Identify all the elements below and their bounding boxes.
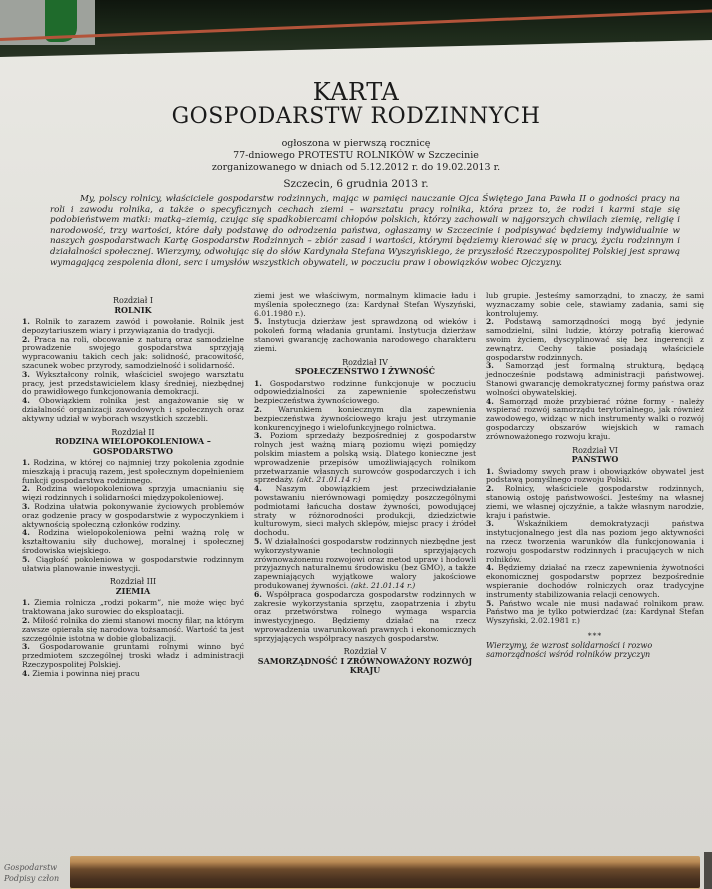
footer-signatures bbox=[4, 862, 59, 884]
chapter-4-number: Rozdział IV bbox=[342, 357, 388, 367]
list-item: 2. Praca na roli, obcowanie z naturą oraz samodzielne prowadzenie swojego gospodarstwa sprzyjają wypracowaniu takich cech jak: solidność, pracowitość, szacunek wobec przyrody, samodzielność i solidarność. bbox=[22, 334, 244, 370]
column-3 bbox=[486, 292, 704, 660]
intro-text: My, polscy rolnicy, właściciele gospodarstw rodzinnych, mając w pamięci nauczanie Ojca Świętego Jana Pawła II o godności pracy na roli i zawodu rolnika, a także o specyficznych cechach ziemi – warsztatu pracy rolnika, która przez to, że rodzi i karmi staje się podobieństwem matki: matką–ziemią, czując się spadkobiercami chłopów polskich, którzy zachowali w najgorszych chwilach ziemię, religię i narodowość, trzy wartości, które dały podstawę do odrodzenia państwa, ogłaszamy w Szczecinie i podpisywać będziemy indywidualnie w naszych gospodarstwach Kartę Gospodarstw Rodzinnych – zbiór zasad i wartości, którymi będziemy kierować się w pracy, życiu rodzinnym i działalności społecznej. Wierzymy, odwołując się do słów Kardynała Stefana Wyszyńskiego, że przyszłość Rzeczypospolitej Polskiej jest sprawą wymagającą zespolenia dłoni, serc i umysłów wszystkich obywateli, w poczuciu praw i obowiązków wobec Ojczyzny. bbox=[50, 194, 680, 268]
list-item: 2. Miłość rolnika do ziemi stanowi mocny filar, na którym zawsze opierała się narodowa tożsamość. Wartość ta jest szczególnie istotna w dobie globalizacji. bbox=[22, 616, 244, 643]
list-item: 1. Rodzina, w której co najmniej trzy pokolenia zgodnie mieszkają i pracują razem, jest społecznym dopełnieniem funkcji gospodarstwa rodzinnego. bbox=[22, 458, 245, 485]
list-item: 1. Świadomy swych praw i obowiązków obywatel jest podstawą pomyślnego rozwoju Polski. bbox=[486, 466, 704, 485]
chapter-6-number: Rozdział VI bbox=[572, 445, 618, 455]
list-item: 4. Rodzina wielopokoleniowa pełni ważną rolę w kształtowaniu siły duchowej, moralnej i społecznej środowiska wiejskiego. bbox=[22, 528, 244, 556]
chapter-5-title: SAMORZĄDNOŚĆ I ZRÓWNOWAŻONY ROZWÓJ KRAJU bbox=[257, 655, 473, 676]
list-item: 5. Instytucja dzierżaw jest sprawdzoną od wieków i pokoleń formą władania gruntami. Instytucja dzierżaw stanowi gwarancję zachowania narodowego charakteru ziemi. bbox=[254, 317, 477, 353]
background-right-edge bbox=[704, 852, 712, 889]
list-item: 3. Rodzina ułatwia pokonywanie życiowych problemów oraz godzenie pracy w gospodarstwie z wypoczynkiem i aktywnością społeczną członków rodziny. bbox=[22, 502, 244, 529]
dateline: Szczecin, 6 grudnia 2013 r. bbox=[283, 178, 429, 190]
list-item: 3. Samorząd jest formalną strukturą, będącą jednocześnie podstawą administracji państwowej. Stanowi gwarancję demokratycznej formy państwa oraz wolności obywatelskiej. bbox=[486, 361, 705, 397]
list-item: 3. Wskaźnikiem demokratyzacji państwa instytucjonalnego jest dla nas poziom jego aktywności na rzecz tworzenia warunków dla funkcjonowania i rozwoju gospodarstw rodzinnych i pracujących w nich rolników. bbox=[486, 519, 704, 564]
list-item: 2. Rodzina wielopokoleniowa sprzyja umacnianiu się więzi rodzinnych i solidarności międzypokoleniowej. bbox=[22, 484, 244, 503]
column-2 bbox=[254, 292, 476, 679]
list-item: 6. Współpraca gospodarcza gospodarstw rodzinnych w zakresie wykorzystania sprzętu, zaopatrzenia i zbytu oraz przetwórstwa rolnego wymaga wsparcia inwestycyjnego. Będziemy działać na rzecz wprowadzenia uwarunkowań prawnych i ekonomicznych sprzyjających współpracy naszych gospodarstw. bbox=[254, 589, 476, 643]
chapter-3-number: Rozdział III bbox=[109, 577, 157, 587]
list-item: 4. Obowiązkiem rolnika jest angażowanie się w działalność organizacji zawodowych i społecznych oraz aktywny udział w wyborach wszystkich szczebli. bbox=[22, 396, 244, 423]
intro-paragraph bbox=[50, 194, 680, 268]
section-divider-stars: *** bbox=[587, 630, 603, 640]
chapter-4-title: SPOŁECZEŃSTWO I ŻYWNOŚĆ bbox=[294, 366, 436, 377]
list-item: 2. Warunkiem koniecznym dla zapewnienia bezpieczeństwa żywnościowego kraju jest utrzymanie konkurencyjnego i wielofunkcyjnego rolnictwa. bbox=[254, 404, 476, 432]
chapter-5-number: Rozdział V bbox=[343, 647, 387, 657]
list-item: 2. Rolnicy, właściciele gospodarstw rodzinnych, stanowią ostoję państwowości. Jesteśmy na własnej ziemi, we własnej ojczyźnie, a także własnym narodzie, kraju i państwie. bbox=[486, 484, 704, 520]
closing-line2: samorządności wśród rolników przyczyn bbox=[486, 650, 651, 660]
chapter-2-title: RODZINA WIELOPOKOLENIOWA – GOSPODARSTWO bbox=[55, 436, 211, 456]
title-line2: GOSPODARSTW RODZINNYCH bbox=[171, 104, 541, 129]
list-item: 4. Ziemia i powinna niej pracu bbox=[22, 668, 140, 678]
chapter-1-number: Rozdział I bbox=[112, 296, 153, 305]
list-item: 5. Ciągłość pokoleniowa w gospodarstwie rodzinnym ułatwia planowanie inwestycji. bbox=[22, 554, 244, 573]
list-item: 5. Państwo wcale nie musi nadawać rolnikom praw. Państwo ma je tylko potwierdzać (za: Kardynał Stefan Wyszyński, 2.02.1981 r.) bbox=[486, 598, 704, 626]
subtitle-line2: 77-dniowego PROTESTU ROLNIKÓW w Szczecinie bbox=[233, 150, 479, 161]
list-item: 3. Poziom sprzedaży bezpośredniej z gospodarstw rolnych jest ważną miarą poziomu więzi pomiędzy polskim miastem a polską wsią. Dlatego konieczne jest wprowadzenie przepisów umożliwiających rolnikom przetwarzanie własnych surowców gospodarczych i ich sprzedaży. (akt. 21.01.14 r.) bbox=[254, 431, 476, 485]
column-1 bbox=[22, 292, 244, 679]
chapter-3-title: ZIEMIA bbox=[115, 585, 151, 596]
list-item: 1. Gospodarstwo rodzinne funkcjonuje w poczuciu odpowiedzialności za zapewnienie społeczeństwu bezpieczeństwa żywnościowego. bbox=[254, 378, 476, 406]
closing-line1: Wierzymy, że wzrost solidarności i rozwo bbox=[486, 640, 653, 650]
title-line1: KARTA bbox=[312, 78, 400, 106]
list-item: 4. Będziemy działać na rzecz zapewnienia żywotności ekonomicznej gospodarstw poprzez bezpośrednie wspieranie dochodów rolniczych oraz tradycyjne instrumenty stabilizowania relacji cenowych. bbox=[486, 563, 704, 599]
subtitle-line3: zorganizowanego w dniach od 5.12.2012 r. do 19.02.2013 r. bbox=[211, 162, 501, 173]
chapter-5-continuation: lub grupie. Jesteśmy samorządni, to znaczy, że sami wyznaczamy sobie cele, stawiamy zadania, sami się kontrolujemy. bbox=[486, 291, 704, 318]
list-item: 2. Podstawą samorządności mogą być jedynie samodzielni, silni ludzie, którzy potrafią kierować swoim życiem, dyscyplinować się bez ingerencji z zewnątrz. Cechy takie posiadają właściciele gospodarstw rodzinnych. bbox=[486, 317, 705, 362]
subtitle-line1: ogłoszona w pierwszą rocznicę bbox=[281, 138, 431, 149]
footer-line1: Gospodarstw bbox=[4, 863, 58, 872]
list-item: 4. Naszym obowiązkiem jest przeciwdziałanie powstawaniu nierównowagi pomiędzy poszczególnymi podmiotami łańcucha dostaw żywności, powodującej straty w różnorodności produkcji, dziedzictwie kulturowym, sieci małych sklepów, miejsc pracy i źródeł dochodu. bbox=[254, 484, 476, 538]
list-item: 1. Ziemia rolnicza „rodzi pokarm”, nie może więc być traktowana jako surowiec do eksploatacji. bbox=[22, 598, 244, 617]
list-item: 3. Gospodarowanie gruntami rolnymi winno być przedmiotem szczególnej troski władz i administracji Rzeczypospolitej Polskiej. bbox=[22, 642, 244, 669]
chapter-1-title: ROLNIK bbox=[114, 304, 152, 315]
list-item: 3. Wykształcony rolnik, właściciel swojego warsztatu pracy, jest przedstawicielem klasy średniej, niezbędnej do prawidłowego funkcjonowania demokracji. bbox=[22, 369, 245, 397]
list-item: 1. Rolnik to zarazem zawód i powołanie. Rolnik jest depozytariuszem wiary i przywiązania do tradycji. bbox=[22, 317, 244, 335]
wooden-plank bbox=[70, 856, 700, 889]
list-item: 4. Samorząd może przybierać różne formy - należy wspierać rozwój samorządu terytorialnego, jak również zawodowego, widząc w nich instrumenty walki o rozwój gospodarczy obszarów wiejskich w ramach zrównoważonego rozwoju kraju. bbox=[486, 396, 704, 441]
footer-line2: Podpisy człon bbox=[4, 874, 60, 883]
list-item: 5. W działalności gospodarstw rodzinnych niezbędne jest wykorzystywanie technologii sprzyjających zrównoważonemu rozwojowi oraz metod upraw i hodowli przyjaznych naturalnemu środowisku (bez GMO), a także zapewniających wyjątkowe walory jakościowe produkowanej żywności. (akt. 21.01.14 r.) bbox=[254, 536, 476, 590]
chapter-3-continuation: ziemi jest we właściwym, normalnym klimacie ładu i myślenia społecznego (za: Kardynał Stefan Wyszyński, 6.01.1980 r.). bbox=[254, 291, 476, 318]
chapter-6-title: PAŃSTWO bbox=[571, 454, 619, 465]
chapter-2-number: Rozdział II bbox=[111, 427, 155, 437]
